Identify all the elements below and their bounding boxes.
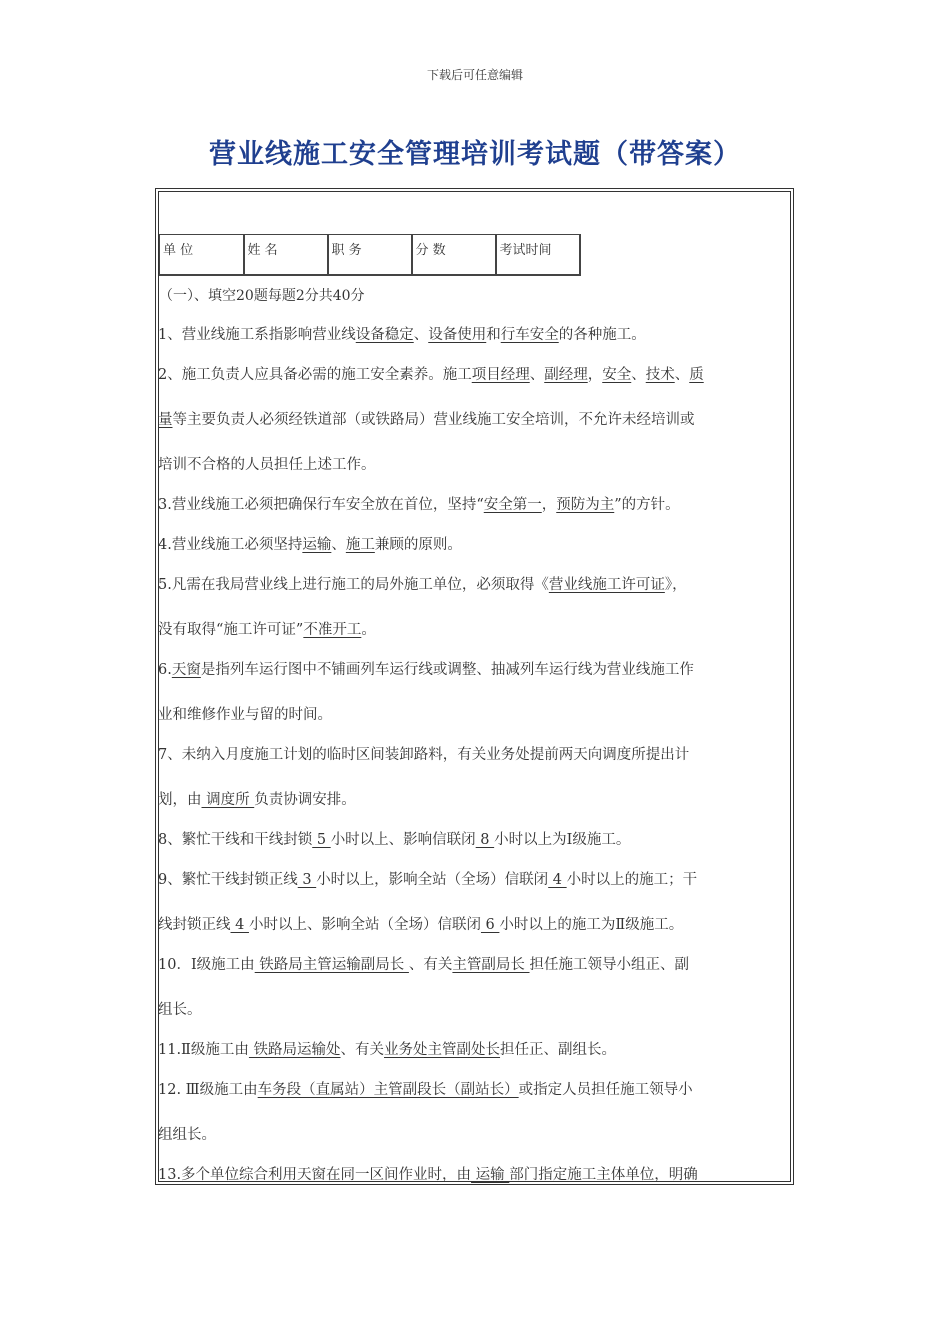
answer-text: 铁路局主管运输副局长 xyxy=(254,957,409,973)
answer-text: 调度所 xyxy=(201,792,255,808)
question-text: 业和维修作业与留的时间。 xyxy=(158,707,332,723)
document-title: 营业线施工安全管理培训考试题（带答案） xyxy=(209,139,741,170)
question-text: 、 xyxy=(413,327,429,343)
question-text: 3.营业线施工必须把确保行车安全放在首位，坚持“ xyxy=(158,497,484,513)
answer-text: 行车安全 xyxy=(500,327,559,343)
info-cell-position[interactable]: 职 务 xyxy=(328,235,412,275)
question-text: 小时以上为Ⅰ级施工。 xyxy=(494,832,631,848)
question-text: 或指定人员担任施工领导小 xyxy=(518,1082,693,1098)
question-item xyxy=(158,313,790,358)
answer-text: 预防为主 xyxy=(556,497,615,513)
question-item xyxy=(158,563,790,653)
answer-text: 营业线施工许可证 xyxy=(548,577,665,593)
answer-text: 设备稳定 xyxy=(355,327,414,343)
answer-text: 天窗 xyxy=(171,662,201,678)
question-line xyxy=(158,648,790,693)
answer-text: 设备使用 xyxy=(428,327,487,343)
question-line xyxy=(158,313,790,358)
question-text: 负责协调安排。 xyxy=(254,792,356,808)
answer-text: 3 xyxy=(297,872,317,888)
question-text: 、 xyxy=(529,367,545,383)
question-line xyxy=(158,818,790,863)
header-note: 下载后可任意编辑 xyxy=(426,68,523,82)
question-text: ， xyxy=(587,367,603,383)
question-text: 2、施工负责人应具备必需的施工安全素养。施工 xyxy=(158,367,472,383)
answer-text: 技术 xyxy=(645,367,675,383)
answer-text: 副经理 xyxy=(544,367,588,383)
question-text: 、 xyxy=(631,367,646,383)
answer-text: 6 xyxy=(480,917,500,933)
question-text: 兼顾的原则。 xyxy=(374,537,462,553)
answer-text: 业务处主管副处长 xyxy=(384,1042,501,1058)
question-text: 7、未纳入月度施工计划的临时区间装卸路料，有关业务处提前两天向调度所提出计 xyxy=(158,747,690,763)
question-text: 部门指定施工主体单位，明确 xyxy=(509,1167,698,1183)
question-text: 小时以上、影响信联闭 xyxy=(330,832,476,848)
info-cell-unit[interactable]: 单 位 xyxy=(160,235,244,275)
question-text: ， xyxy=(541,497,557,513)
question-text: 培训不合格的人员担任上述工作。 xyxy=(158,457,376,473)
question-text: 12. Ⅲ级施工由 xyxy=(158,1082,258,1098)
answer-text: 施工 xyxy=(345,537,375,553)
question-line xyxy=(158,563,790,608)
section-heading: （一）、填空20题每题2分共40分 xyxy=(159,288,365,304)
answer-text: 安全第一 xyxy=(483,497,542,513)
question-item xyxy=(158,483,790,528)
question-text: 、 xyxy=(674,367,690,383)
question-item xyxy=(158,648,790,738)
question-line xyxy=(158,693,790,738)
question-item xyxy=(158,733,790,823)
answer-text: 主管副局长 xyxy=(452,957,530,973)
question-text: 、 xyxy=(331,537,346,553)
question-text: 。 xyxy=(361,622,376,638)
question-text: 划，由 xyxy=(158,792,202,808)
answer-text: 项目经理 xyxy=(471,367,530,383)
answer-text: 安全 xyxy=(602,367,632,383)
question-line xyxy=(158,443,790,488)
question-text: 组长。 xyxy=(158,1002,202,1018)
question-line xyxy=(158,858,790,903)
question-text: 小时以上，影响全站（全场）信联闭 xyxy=(316,872,549,888)
question-text: 、有关 xyxy=(340,1042,385,1058)
question-text: ”的方针。 xyxy=(614,497,680,513)
question-item xyxy=(158,1028,790,1073)
question-line xyxy=(158,523,790,568)
question-item xyxy=(158,1153,790,1185)
question-text: 9、繁忙干线封锁正线 xyxy=(158,872,298,888)
question-text: 11.Ⅱ级施工由 xyxy=(158,1042,249,1058)
info-table xyxy=(159,234,581,276)
question-item xyxy=(158,818,790,863)
question-text: 5.凡需在我局营业线上进行施工的局外施工单位，必须取得《 xyxy=(158,577,549,593)
question-text: 、有关 xyxy=(408,957,453,973)
question-line xyxy=(158,483,790,528)
question-item xyxy=(158,1068,790,1158)
question-text: 没有取得“施工许可证” xyxy=(158,622,304,638)
answer-text: 5 xyxy=(312,832,331,848)
question-line xyxy=(158,398,790,443)
question-line xyxy=(158,943,790,988)
question-text: 线封锁正线 xyxy=(158,917,231,933)
question-text: 等主要负责人必须经铁道部（或铁路局）营业线施工安全培训，不允许未经培训或 xyxy=(172,412,695,428)
question-line xyxy=(158,733,790,778)
answer-text: 8 xyxy=(475,832,495,848)
question-text: 6. xyxy=(158,662,172,678)
question-line xyxy=(158,1153,790,1185)
answer-text: 4 xyxy=(548,872,567,888)
question-item xyxy=(158,353,790,488)
question-text: 小时以上的施工；干 xyxy=(566,872,698,888)
info-cell-name[interactable]: 姓 名 xyxy=(244,235,328,275)
question-line xyxy=(158,608,790,653)
question-text: 1、营业线施工系指影响营业线 xyxy=(158,327,356,343)
answer-text: 不准开工 xyxy=(303,622,362,638)
question-text: 小时以上、影响全站（全场）信联闭 xyxy=(248,917,481,933)
answer-text: 量 xyxy=(158,412,173,428)
question-text: 13.多个单位综合利用天窗在同一区间作业时，由 xyxy=(158,1167,472,1183)
question-line xyxy=(158,1028,790,1073)
answer-text: 铁路局运输处 xyxy=(248,1042,341,1058)
question-item xyxy=(158,943,790,1033)
question-text: 是指列车运行图中不铺画列车运行线或调整、抽减列车运行线为营业线施工作 xyxy=(200,662,694,678)
question-text: 10．Ⅰ级施工由 xyxy=(158,957,255,973)
answer-text: 运输 xyxy=(471,1167,510,1183)
question-line xyxy=(158,353,790,398)
question-line xyxy=(158,903,790,948)
question-text: 的各种施工。 xyxy=(558,327,646,343)
exam-frame xyxy=(155,188,794,1185)
question-line xyxy=(158,1068,790,1113)
question-line xyxy=(158,988,790,1033)
question-text: 小时以上的施工为Ⅱ级施工。 xyxy=(499,917,684,933)
question-text: 组组长。 xyxy=(158,1127,216,1143)
question-item xyxy=(158,858,790,948)
question-item xyxy=(158,523,790,568)
question-line xyxy=(158,778,790,823)
answer-text: 4 xyxy=(230,917,249,933)
question-line xyxy=(158,1113,790,1158)
question-text: 8、繁忙干线和干线封锁 xyxy=(158,832,313,848)
question-text: 》， xyxy=(664,577,687,593)
answer-text: 运输 xyxy=(302,537,332,553)
question-text: 担任正、副组长。 xyxy=(500,1042,617,1058)
question-text: 和 xyxy=(486,327,501,343)
info-cell-score[interactable]: 分 数 xyxy=(412,235,496,275)
question-text: 4.营业线施工必须坚持 xyxy=(158,537,303,553)
info-cell-exam-time[interactable]: 考试时间 xyxy=(496,235,580,275)
question-text: 担任施工领导小组正、副 xyxy=(529,957,690,973)
answer-text: 质 xyxy=(689,367,704,383)
answer-text: 车务段（直属站）主管副段长（副站长） xyxy=(257,1082,519,1098)
